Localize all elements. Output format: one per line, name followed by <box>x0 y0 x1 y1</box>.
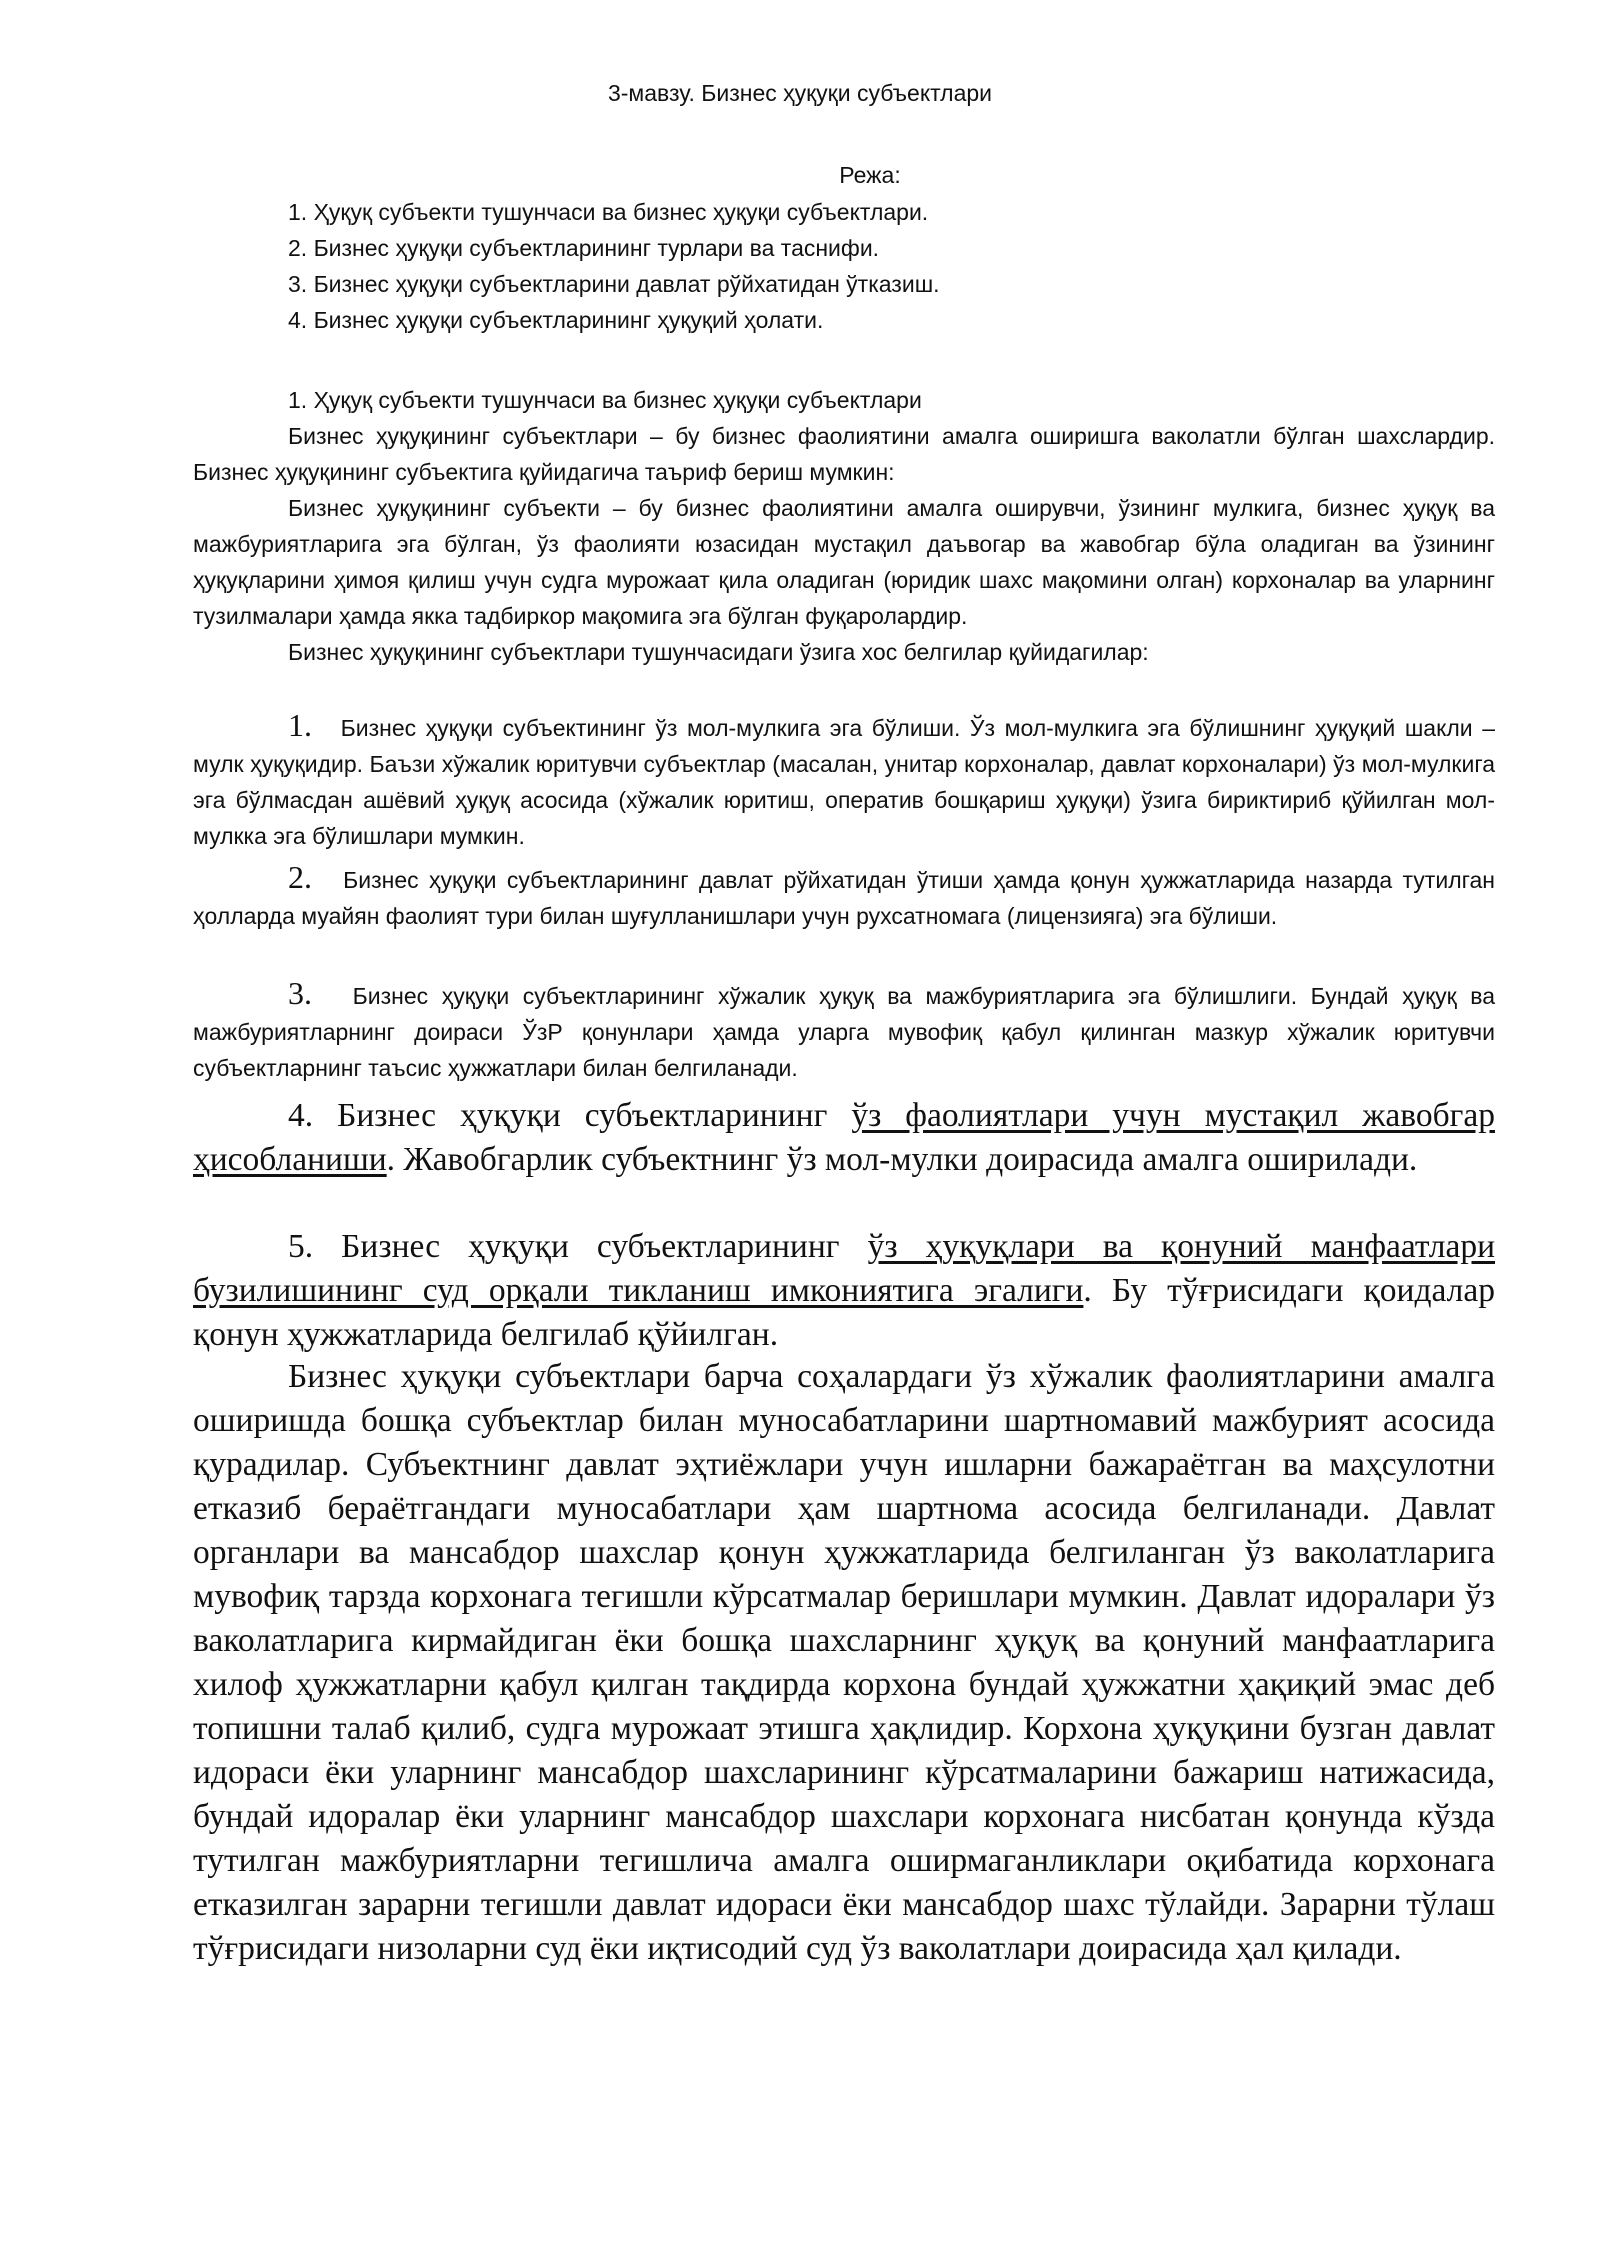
paragraph: Бизнес ҳуқуқининг субъектлари тушунчасидаги ўзига хос белгилар қуйидагилар: <box>288 639 1149 665</box>
feature-number: 2. <box>288 859 312 895</box>
feature-tail: . Жавобгарлик субъектнинг ўз мол-мулки доирасида амалга оширилади. <box>386 1141 1418 1178</box>
closing-paragraph-block <box>193 1355 1495 1971</box>
feature-item-2 <box>193 859 1495 934</box>
plan-heading: Режа: <box>839 162 901 188</box>
feature-item-4 <box>193 1094 1495 1182</box>
section-heading: 1. Ҳуқуқ субъекти тушунчаси ва бизнес ҳуқуқи субъектлари <box>288 387 922 413</box>
definition-block <box>193 418 1495 670</box>
feature-underlined: ўз ҳуқуқлари ва қонуний манфаатлари бузилишининг суд орқали тикланиш имкониятига эгалиги <box>193 1228 1495 1309</box>
feature-text: Бизнес ҳуқуқи субъектларининг давлат рўйхатидан ўтиши ҳамда қонун ҳужжатларида назарда тутилган ҳолларда муайян фаолият тури билан шуғулланишлари учун рухсатномага (лицензияга) эга бўлиши. <box>193 867 1495 929</box>
feature-item-5 <box>193 1225 1495 1357</box>
plan-list <box>288 194 940 338</box>
plan-item: 2. Бизнес ҳуқуқи субъектларининг турлари ва таснифи. <box>288 235 880 261</box>
document-title: 3-мавзу. Бизнес ҳуқуқи субъектлари <box>607 80 993 106</box>
plan-item: 1. Ҳуқуқ субъекти тушунчаси ва бизнес ҳуқуқи субъектлари. <box>288 199 929 225</box>
closing-paragraph: Бизнес ҳуқуқи субъектлари барча соҳалардаги ўз хўжалик фаолиятларини амалга оширишда бошқа субъектлар билан муносабатларини шартномавий мажбурият асосида қурадилар. Субъектнинг давлат эҳтиёжлари учун ишларни бажараётган ва маҳсулотни етказиб бераётгандаги муносабатлари ҳам шартнома асосида белгиланади. Давлат органлари ва мансабдор шахслар қонун ҳужжатларида белгиланган ўз ваколатларига мувофиқ тарзда корхонага тегишли кўрсатмалар беришлари мумкин. Давлат идоралари ўз ваколатларига кирмайдиган ёки бошқа шахсларнинг ҳуқуқ ва қонуний манфаатларига хилоф ҳужжатларни қабул қилган тақдирда корхона бундай ҳужжатни ҳақиқий эмас деб топишни талаб қилиб, судга мурожаат этишга ҳақлидир. Корхона ҳуқуқини бузган давлат идораси ёки уларнинг мансабдор шахсларининг кўрсатмаларини бажариш натижасида, бундай идоралар ёки уларнинг мансабдор шахслари корхонага нисбатан қонунда кўзда тутилган мажбуриятларни тегишлича амалга оширмаганликлари оқибатида корхонага етказилган зарарни тегишли давлат идораси ёки мансабдор шахс тўлайди. Зарарни тўлаш тўғрисидаги низоларни суд ёки иқтисодий суд ўз ваколатлари доирасида ҳал қилади. <box>193 1358 1495 1967</box>
feature-lead: 4. Бизнес ҳуқуқи субъектларининг <box>288 1097 852 1134</box>
feature-lead: 5. Бизнес ҳуқуқи субъектларининг <box>288 1228 868 1265</box>
feature-text: Бизнес ҳуқуқи субъектининг ўз мол-мулкига эга бўлиши. Ўз мол-мулкига эга бўлишнинг ҳуқуқий шакли – мулк ҳуқуқидир. Баъзи хўжалик юритувчи субъектлар (масалан, унитар корхоналар, давлат корхоналари) ўз мол-мулкига эга бўлмасдан ашёвий ҳуқуқ асосида (хўжалик юритиш, оператив бошқариш ҳуқуқи) ўзига бириктириб қўйилган мол-мулкка эга бўлишлари мумкин. <box>193 715 1495 849</box>
feature-item-3 <box>193 975 1495 1086</box>
plan-item: 4. Бизнес ҳуқуқи субъектларининг ҳуқуқий ҳолати. <box>288 307 824 333</box>
feature-number: 1. <box>288 707 312 743</box>
feature-underlined: ўз фаолиятлари учун мустақил жавобгар ҳисобланиши <box>193 1097 1495 1178</box>
plan-item: 3. Бизнес ҳуқуқи субъектларини давлат рўйхатидан ўтказиш. <box>288 271 940 297</box>
feature-item-1 <box>193 707 1495 854</box>
feature-number: 3. <box>288 975 312 1011</box>
feature-text: Бизнес ҳуқуқи субъектларининг хўжалик ҳуқуқ ва мажбуриятларига эга бўлишлиги. Бундай ҳуқуқ ва мажбуриятларнинг доираси ЎзР қонунлари ҳамда уларга мувофиқ қабул қилинган мазкур хўжалик юритувчи субъектларнинг таъсис ҳужжатлари билан белгиланади. <box>193 983 1496 1081</box>
paragraph: Бизнес ҳуқуқининг субъектлари – бу бизнес фаолиятини амалга оширишга ваколатли бўлган шахслардир. Бизнес ҳуқуқининг субъектига қуйидагича таъриф бериш мумкин: <box>193 423 1495 485</box>
feature-tail: . Бу тўғрисидаги қоидалар қонун ҳужжатларида белгилаб қўйилган. <box>193 1272 1495 1353</box>
paragraph: Бизнес ҳуқуқининг субъекти – бу бизнес фаолиятини амалга оширувчи, ўзининг мулкига, бизнес ҳуқуқ ва мажбуриятларига эга бўлган, ўз фаолияти юзасидан мустақил даъвогар ва жавобгар бўла оладиган ва ўзининг ҳуқуқларини ҳимоя қилиш учун судга мурожаат қила оладиган (юридик шахс мақомини олган) корхоналар ва уларнинг тузилмалари ҳамда якка тадбиркор мақомига эга бўлган фуқаролардир. <box>193 495 1495 629</box>
